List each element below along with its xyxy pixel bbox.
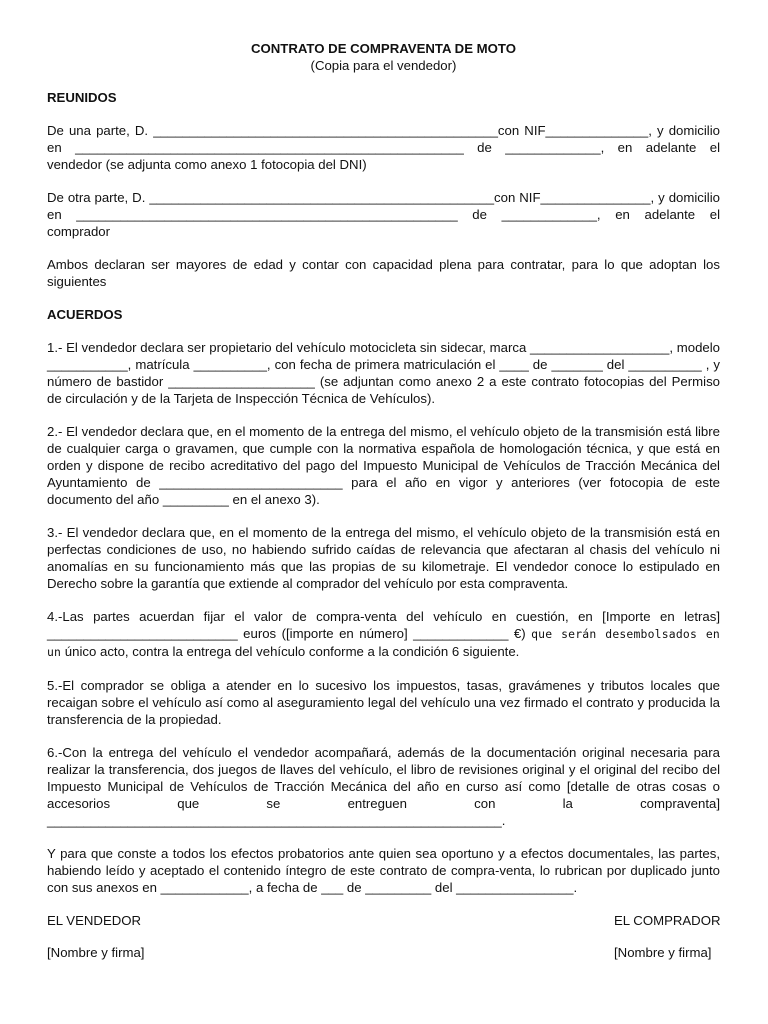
clause-1: 1.- El vendedor declara ser propietario del vehículo motocicleta sin sidecar, marca ___________________, modelo ___________, matrícula __________, con fecha de primera matriculación el ____ de _______ del __________ , y número de bastidor ____________________ (se adjuntan como anexo 2 a este contrato fotocopias del Permiso de circulación y de la Tarjeta de Inspección Técnica de Vehículos). [47, 340, 720, 406]
clause-2: 2.- El vendedor declara que, en el momento de la entrega del mismo, el vehículo objeto de la transmisión está libre de cualquier carga o gravamen, que cumple con la normativa española de homologación técnica, y que está en orden y dispone de recibo acreditativo del pago del Impuesto Municipal de Vehículos de Tracción Mecánica del Ayuntamiento de _________________________ para el año en vigor y anteriores (ver fotocopia de este documento del año _________ en el anexo 3). [47, 424, 720, 507]
clause-4 [47, 608, 720, 661]
party-buyer-paragraph: De otra parte, D. _______________________________________________con NIF_______________, y domicilio en ____________________________________________________ de _____________, en adelante el comprador [47, 190, 720, 239]
clause-6: 6.-Con la entrega del vehículo el vendedor acompañará, además de la documentación original necesaria para realizar la transferencia, dos juegos de llaves del vehículo, el libro de revisiones original y el original del recibo del Impuesto Municipal de Vehículos de Tracción Mecánica del año en curso así como [detalle de otras cosas o accesorios que se entreguen con la compraventa] ______________________________________________________________. [47, 745, 720, 828]
seller-signature [47, 912, 143, 976]
clause-4-main: 4.-Las partes acuerdan fijar el valor de compra-venta del vehículo en cuestión, en [Importe en letras] __________________________ euros ([importe en número] _____________ €) [47, 609, 720, 641]
buyer-signature [614, 912, 721, 976]
party-seller-paragraph: De una parte, D. _______________________________________________con NIF______________, y domicilio en _____________________________________________________ de _____________, en adelante el vendedor (se adjunta como anexo 1 fotocopia del DNI) [47, 123, 720, 172]
seller-signature-label: EL VENDEDOR [47, 913, 142, 928]
document-title: CONTRATO DE COMPRAVENTA DE MOTO [251, 41, 516, 56]
section-heading-reunidos: REUNIDOS [47, 90, 117, 105]
buyer-signature-placeholder: [Nombre y firma] [614, 945, 712, 960]
buyer-signature-label: EL COMPRADOR [614, 913, 721, 928]
clause-4-tail: que serán desembolsados en un [47, 627, 720, 659]
document-subtitle: (Copia para el vendedor) [310, 58, 457, 73]
signature-block [47, 912, 720, 976]
clause-3: 3.- El vendedor declara que, en el momento de la entrega del mismo, el vehículo objeto de la transmisión está en perfectas condiciones de uso, no habiendo sufrido caídas de relevancia que afectaran al chasis del vehículo ni anomalías en su funcionamiento más que las propias de su kilometraje. El vendedor conoce lo estipulado en Derecho sobre la garantía que extiende al comprador del vehículo por esta compraventa. [47, 525, 720, 591]
clause-5: 5.-El comprador se obliga a atender en lo sucesivo los impuestos, tasas, gravámenes y tributos locales que recaigan sobre el vehículo así como al aseguramiento legal del vehículo una vez firmado el contrato y producida la transferencia de la propiedad. [47, 678, 720, 727]
declaration-paragraph: Ambos declaran ser mayores de edad y contar con capacidad plena para contratar, para lo que adoptan los siguientes [47, 257, 720, 289]
clause-4-end: único acto, contra la entrega del vehículo conforme a la condición 6 siguiente. [64, 644, 520, 659]
seller-signature-placeholder: [Nombre y firma] [47, 945, 145, 960]
section-heading-acuerdos: ACUERDOS [47, 307, 123, 322]
closing-paragraph: Y para que conste a todos los efectos probatorios ante quien sea oportuno y a efectos documentales, las partes, habiendo leído y aceptado el contenido íntegro de este contrato de compra-venta, lo rubrican por duplicado junto con sus anexos en ____________, a fecha de ___ de _________ del ________________. [47, 846, 720, 895]
